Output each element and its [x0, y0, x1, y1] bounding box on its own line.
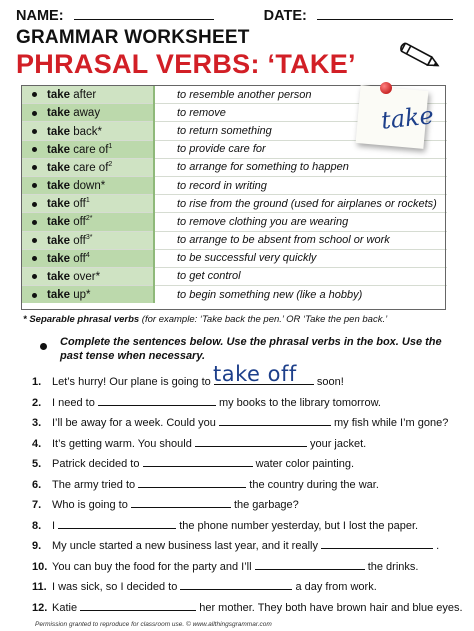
separable-note-example: (for example: ‘Take back the pen.’ OR ‘Take the pen back.’ [139, 314, 388, 325]
question-text-before: Patrick decided to [52, 458, 140, 470]
bullet-icon [32, 202, 37, 207]
verb-particle: care of [73, 143, 109, 156]
pin-icon [380, 82, 392, 94]
question-item [32, 538, 439, 552]
question-text-after: the country during the war. [249, 478, 379, 491]
question-number: 2. [32, 396, 42, 409]
verb-particle: after [73, 89, 97, 101]
question-text-after: the phone number yesterday, but I lost the paper. [179, 519, 419, 532]
verb-particle: up* [73, 289, 91, 302]
answer-blank[interactable] [321, 538, 433, 549]
question-number: 12. [32, 601, 48, 614]
question-item [32, 477, 379, 491]
verb-word: take [47, 107, 71, 120]
question-text-before: The army tried to [52, 478, 136, 491]
question-text-after: water color painting. [255, 458, 355, 470]
name-label: NAME: [16, 8, 64, 24]
question-item [32, 415, 448, 429]
answer-blank[interactable] [255, 559, 365, 570]
answer-blank[interactable] [143, 456, 253, 467]
verb-cell [22, 231, 154, 249]
answer-blank[interactable] [219, 415, 331, 426]
question-number: 1. [32, 376, 42, 388]
verb-word: take [47, 289, 71, 302]
question-item [32, 395, 381, 409]
verb-particle: off [73, 234, 86, 247]
verb-cell [22, 158, 154, 176]
verb-mark: 2* [85, 215, 93, 223]
question-text-after: my fish while I’m gone? [334, 417, 449, 429]
answer-blank[interactable] [180, 579, 292, 590]
bullet-icon [32, 129, 37, 134]
question-number: 11. [32, 581, 47, 593]
verb-definition: to arrange to be absent from school or work [154, 231, 447, 249]
verb-definition: to record in writing [154, 176, 447, 194]
question-number: 8. [32, 519, 42, 532]
footer-permission: Permission granted to reproduce for classroom use. © www.allthingsgrammar.com [35, 621, 272, 628]
verb-word: take [47, 179, 71, 192]
verb-definition: to get control [154, 267, 447, 285]
question-text-before: It’s getting warm. You should [52, 437, 192, 450]
bullet-icon [32, 220, 37, 225]
verb-cell [22, 213, 154, 231]
verb-cell [22, 140, 154, 158]
verb-cell [22, 176, 154, 194]
question-text-after: her mother. They both have brown hair and blue eyes. [199, 601, 463, 614]
verb-particle: off [73, 198, 86, 211]
question-text-after: the drinks. [367, 560, 419, 573]
name-field[interactable] [74, 5, 214, 20]
answer-blank[interactable] [80, 600, 196, 611]
question-text-before: I’ll be away for a week. Could you [52, 417, 216, 429]
question-item [32, 456, 354, 470]
question-text-before: Who is going to [52, 499, 128, 511]
question-number: 5. [32, 458, 42, 470]
verb-definition: to remove clothing you are wearing [154, 213, 447, 231]
verb-particle: back* [73, 125, 103, 138]
pencil-icon [395, 40, 443, 72]
verb-word: take [47, 125, 71, 138]
verb-word: take [47, 161, 71, 174]
answer-blank[interactable] [98, 395, 216, 406]
verb-word: take [47, 234, 71, 247]
instructions: Complete the sentences below. Use the phrasal verbs in the box. Use the past tense when necessary. [60, 336, 442, 362]
question-item [32, 518, 418, 532]
verb-row [22, 231, 447, 249]
question-number: 10. [32, 560, 48, 573]
verb-definition: to begin something new (like a hobby) [154, 286, 447, 304]
separable-verbs-note [23, 314, 387, 325]
answer-blank[interactable] [58, 518, 176, 529]
bullet-icon [32, 256, 37, 261]
verb-row [22, 286, 447, 304]
verb-word: take [47, 216, 71, 229]
question-text-before: You can buy the food for the party and I’ll [52, 560, 252, 573]
verb-cell [22, 286, 154, 304]
bullet-icon [32, 147, 37, 152]
question-text-after: a day from work. [295, 581, 377, 593]
question-item [32, 436, 366, 450]
bullet-icon [32, 92, 37, 97]
verb-definition: to provide care for [154, 140, 447, 158]
answer-blank[interactable] [131, 497, 231, 508]
verb-cell [22, 104, 154, 122]
question-item [32, 374, 344, 388]
question-text-before: I need to [52, 396, 95, 409]
question-item [32, 497, 299, 511]
verb-word: take [47, 143, 71, 156]
verb-cell [22, 195, 154, 213]
question-number: 3. [32, 417, 42, 429]
verb-definition: to remove [154, 104, 447, 122]
bullet-icon [32, 111, 37, 116]
verb-definition: to arrange for something to happen [154, 158, 447, 176]
question-text-before: I was sick, so I decided to [52, 581, 178, 593]
question-text-after: your jacket. [309, 437, 367, 450]
date-label: DATE: [263, 8, 307, 24]
verb-definition: to be successful very quickly [154, 249, 447, 267]
verb-row [22, 158, 447, 176]
verb-particle: off [73, 252, 86, 265]
bullet-icon [32, 238, 37, 243]
date-field[interactable] [317, 5, 453, 20]
question-number: 6. [32, 478, 42, 491]
verb-cell [22, 86, 154, 104]
sticky-note-word: take [379, 101, 436, 135]
verb-definition: to rise from the ground (used for airplanes or rockets) [154, 195, 447, 213]
verb-row [22, 267, 447, 285]
question-text-after: the garbage? [233, 499, 299, 511]
verb-row [22, 195, 447, 213]
verb-particle: over* [73, 270, 101, 283]
question-text-after: . [436, 540, 440, 552]
verb-word: take [47, 270, 71, 283]
verb-word: take [47, 198, 71, 211]
bullet-icon [32, 165, 37, 170]
question-text-before: I [52, 519, 56, 532]
verb-cell [22, 267, 154, 285]
question-text-before: My uncle started a new business last year, and it really [52, 540, 318, 552]
verb-row [22, 249, 447, 267]
verb-particle: care of [73, 161, 109, 174]
question-text-after: my books to the library tomorrow. [218, 396, 381, 409]
bullet-icon [32, 183, 37, 188]
answer-blank[interactable] [195, 436, 307, 447]
verb-mark: 3* [85, 233, 93, 241]
bullet-icon [32, 274, 37, 279]
verb-mark: 2 [108, 160, 113, 168]
bullet-icon [32, 293, 37, 298]
verb-cell [22, 122, 154, 140]
verb-definition: to resemble another person [154, 86, 447, 104]
question-text-before: Katie [52, 601, 78, 614]
worksheet-title: GRAMMAR WORKSHEET [16, 27, 250, 48]
name-date-row [16, 5, 456, 25]
answer-blank[interactable] [214, 374, 314, 385]
verb-mark: 4 [85, 251, 90, 259]
verb-row [22, 213, 447, 231]
verb-mark: 1 [108, 142, 113, 150]
instruction-bullet-icon [40, 343, 47, 350]
verb-particle: off [73, 216, 86, 229]
question-number: 7. [32, 499, 42, 511]
question-text-before: Let’s hurry! Our plane is going to [52, 376, 211, 388]
verb-row [22, 176, 447, 194]
worksheet-subtitle: PHRASAL VERBS: ‘TAKE’ [16, 49, 356, 79]
verb-word: take [47, 252, 71, 265]
question-item [32, 579, 377, 593]
verb-particle: away [73, 107, 101, 120]
example-answer: take off [213, 362, 297, 386]
question-text-after: soon! [316, 376, 344, 388]
verb-cell [22, 249, 154, 267]
verb-particle: down* [73, 179, 106, 192]
verb-definition: to return something [154, 122, 447, 140]
question-number: 9. [32, 540, 42, 552]
question-item [32, 600, 463, 614]
question-item [32, 559, 418, 573]
answer-blank[interactable] [138, 477, 246, 488]
separable-note-bold: * Separable phrasal verbs [23, 314, 140, 325]
verb-word: take [47, 89, 71, 101]
question-number: 4. [32, 437, 42, 450]
verb-mark: 1 [85, 197, 90, 205]
